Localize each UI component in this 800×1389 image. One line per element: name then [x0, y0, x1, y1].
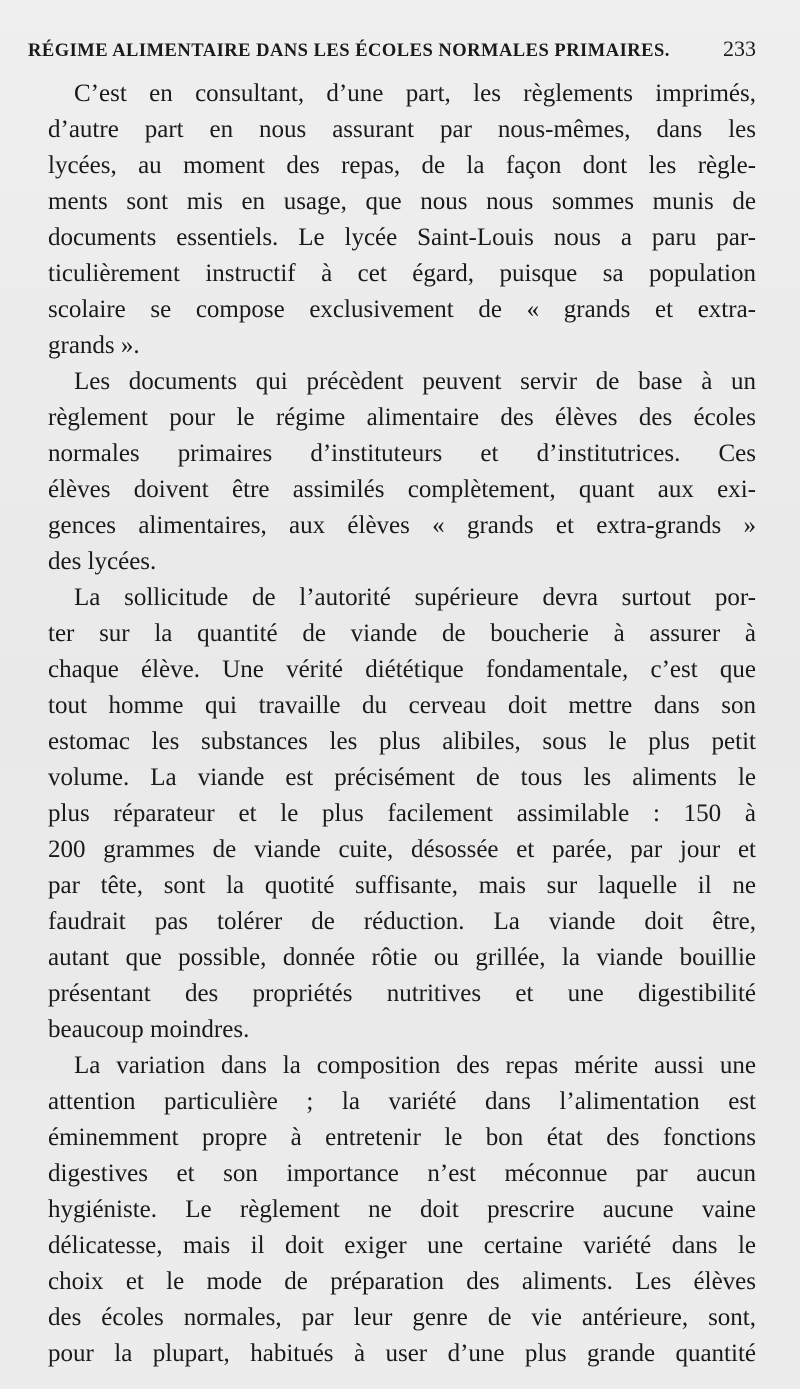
text-line: 200 grammes de viande cuite, désossée et parée, par jour et [48, 836, 756, 863]
text-line: pour la plupart, habitués à user d’une plus grande quantité [48, 1340, 756, 1367]
page-number: 233 [723, 36, 756, 61]
text-line: C’est en consultant, d’une part, les règlements imprimés, [74, 80, 756, 107]
running-title: RÉGIME ALIMENTAIRE DANS LES ÉCOLES NORMALES PRIMAIRES. [28, 41, 670, 61]
text-line: La sollicitude de l’autorité supérieure devra surtout por- [74, 584, 756, 611]
text-line: des écoles normales, par leur genre de vie antérieure, sont, [48, 1304, 756, 1331]
text-line: digestives et son importance n’est méconnue par aucun [48, 1160, 756, 1187]
text-line: La variation dans la composition des repas mérite aussi une [74, 1052, 756, 1079]
text-line: Les documents qui précèdent peuvent servir de base à un [74, 368, 756, 395]
text-line: volume. La viande est précisément de tous les aliments le [48, 764, 756, 791]
text-line: par tête, sont la quotité suffisante, mais sur laquelle il ne [48, 872, 756, 899]
text-line: plus réparateur et le plus facilement assimilable : 150 à [48, 800, 756, 827]
body-text [48, 76, 756, 1372]
text-line: faudrait pas tolérer de réduction. La viande doit être, [48, 908, 756, 935]
text-line: gences alimentaires, aux élèves « grands et extra-grands » [48, 512, 756, 539]
text-line: présentant des propriétés nutritives et une digestibilité [48, 980, 756, 1007]
text-line: ter sur la quantité de viande de boucherie à assurer à [48, 620, 756, 647]
text-line: ticulièrement instructif à cet égard, puisque sa population [48, 260, 756, 287]
text-line: tout homme qui travaille du cerveau doit mettre dans son [48, 692, 756, 719]
text-line: lycées, au moment des repas, de la façon dont les règle- [48, 152, 756, 179]
text-line: des lycées. [48, 548, 157, 575]
text-line: grands ». [48, 332, 140, 359]
text-line: élèves doivent être assimilés complètement, quant aux exi- [48, 476, 756, 503]
text-line: normales primaires d’instituteurs et d’institutrices. Ces [48, 440, 756, 467]
text-line: chaque élève. Une vérité diététique fondamentale, c’est que [48, 656, 756, 683]
text-line: autant que possible, donnée rôtie ou grillée, la viande bouillie [48, 944, 756, 971]
text-line: estomac les substances les plus alibiles, sous le plus petit [48, 728, 756, 755]
text-line: règlement pour le régime alimentaire des élèves des écoles [48, 404, 756, 431]
text-line: attention particulière ; la variété dans l’alimentation est [48, 1088, 756, 1115]
page-header [28, 36, 756, 62]
text-line: choix et le mode de préparation des aliments. Les élèves [48, 1268, 756, 1295]
text-line: scolaire se compose exclusivement de « grands et extra- [48, 296, 756, 323]
text-line: délicatesse, mais il doit exiger une certaine variété dans le [48, 1232, 756, 1259]
text-line: documents essentiels. Le lycée Saint-Louis nous a paru par- [48, 224, 756, 251]
text-line: d’autre part en nous assurant par nous-mêmes, dans les [48, 116, 756, 143]
text-line: éminemment propre à entretenir le bon état des fonctions [48, 1124, 756, 1151]
text-line: ments sont mis en usage, que nous nous sommes munis de [48, 188, 756, 215]
text-line: hygiéniste. Le règlement ne doit prescrire aucune vaine [48, 1196, 756, 1223]
text-line: beaucoup moindres. [48, 1016, 250, 1043]
